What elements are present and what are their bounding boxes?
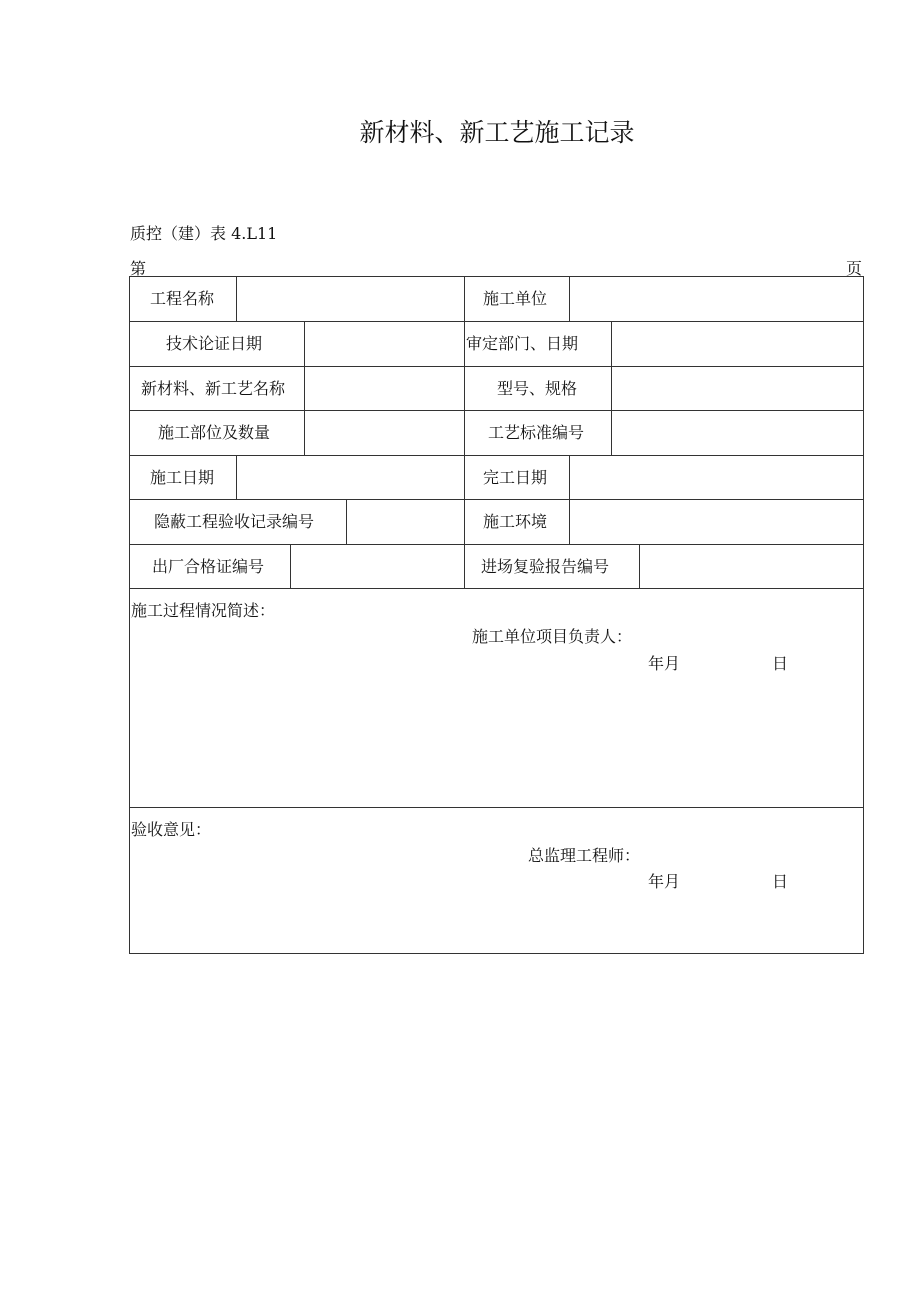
document-title: 新材料、新工艺施工记录 — [359, 118, 635, 147]
process-standard-no-label: 工艺标准编号 — [488, 423, 585, 442]
acceptance-opinion-field[interactable] — [131, 842, 861, 951]
factory-certificate-no-field[interactable] — [291, 545, 464, 588]
tech-review-date-field[interactable] — [305, 322, 464, 366]
completion-date-label: 完工日期 — [483, 468, 548, 487]
acceptance-opinion-heading: 验收意见： — [131, 820, 212, 839]
material-process-name-label: 新材料、新工艺名称 — [141, 379, 286, 398]
construction-unit-label: 施工单位 — [483, 289, 548, 308]
concealed-work-record-no-field[interactable] — [347, 500, 464, 544]
process-standard-no-field[interactable] — [612, 411, 862, 455]
approval-dept-date-field[interactable] — [612, 322, 862, 366]
project-name-field[interactable] — [237, 277, 464, 321]
project-manager-signature-label: 施工单位项目负责人： — [472, 627, 633, 646]
form-code: 质控（建）表 4.L11 — [130, 224, 278, 243]
location-quantity-field[interactable] — [305, 411, 464, 455]
row-divider — [129, 588, 863, 589]
construction-unit-field[interactable] — [570, 277, 862, 321]
page-number-suffix: 页 — [846, 259, 863, 278]
acceptance-date-year-month: 年月 — [648, 872, 681, 891]
section-divider — [129, 807, 863, 808]
process-date-day: 日 — [772, 654, 789, 673]
center-column-divider — [464, 276, 465, 589]
reinspection-report-no-label: 进场复验报告编号 — [481, 557, 610, 576]
factory-certificate-no-label: 出厂合格证编号 — [152, 557, 265, 576]
concealed-work-record-no-label: 隐蔽工程验收记录编号 — [154, 512, 315, 531]
approval-dept-date-label: 审定部门、日期 — [466, 334, 579, 353]
model-spec-field[interactable] — [612, 367, 862, 410]
construction-date-field[interactable] — [237, 456, 464, 499]
material-process-name-field[interactable] — [305, 367, 464, 410]
construction-environment-field[interactable] — [570, 500, 862, 544]
completion-date-field[interactable] — [570, 456, 862, 499]
process-description-field[interactable] — [131, 622, 861, 806]
process-date-year-month: 年月 — [648, 654, 681, 673]
tech-review-date-label: 技术论证日期 — [166, 334, 263, 353]
location-quantity-label: 施工部位及数量 — [158, 423, 271, 442]
project-name-label: 工程名称 — [150, 289, 215, 308]
construction-date-label: 施工日期 — [150, 468, 215, 487]
construction-environment-label: 施工环境 — [483, 512, 548, 531]
reinspection-report-no-field[interactable] — [640, 545, 862, 588]
chief-supervisor-signature-label: 总监理工程师： — [528, 846, 641, 865]
page-number-prefix: 第 — [130, 259, 147, 278]
acceptance-date-day: 日 — [772, 872, 789, 891]
process-description-heading: 施工过程情况简述： — [131, 601, 276, 620]
model-spec-label: 型号、规格 — [497, 379, 578, 398]
